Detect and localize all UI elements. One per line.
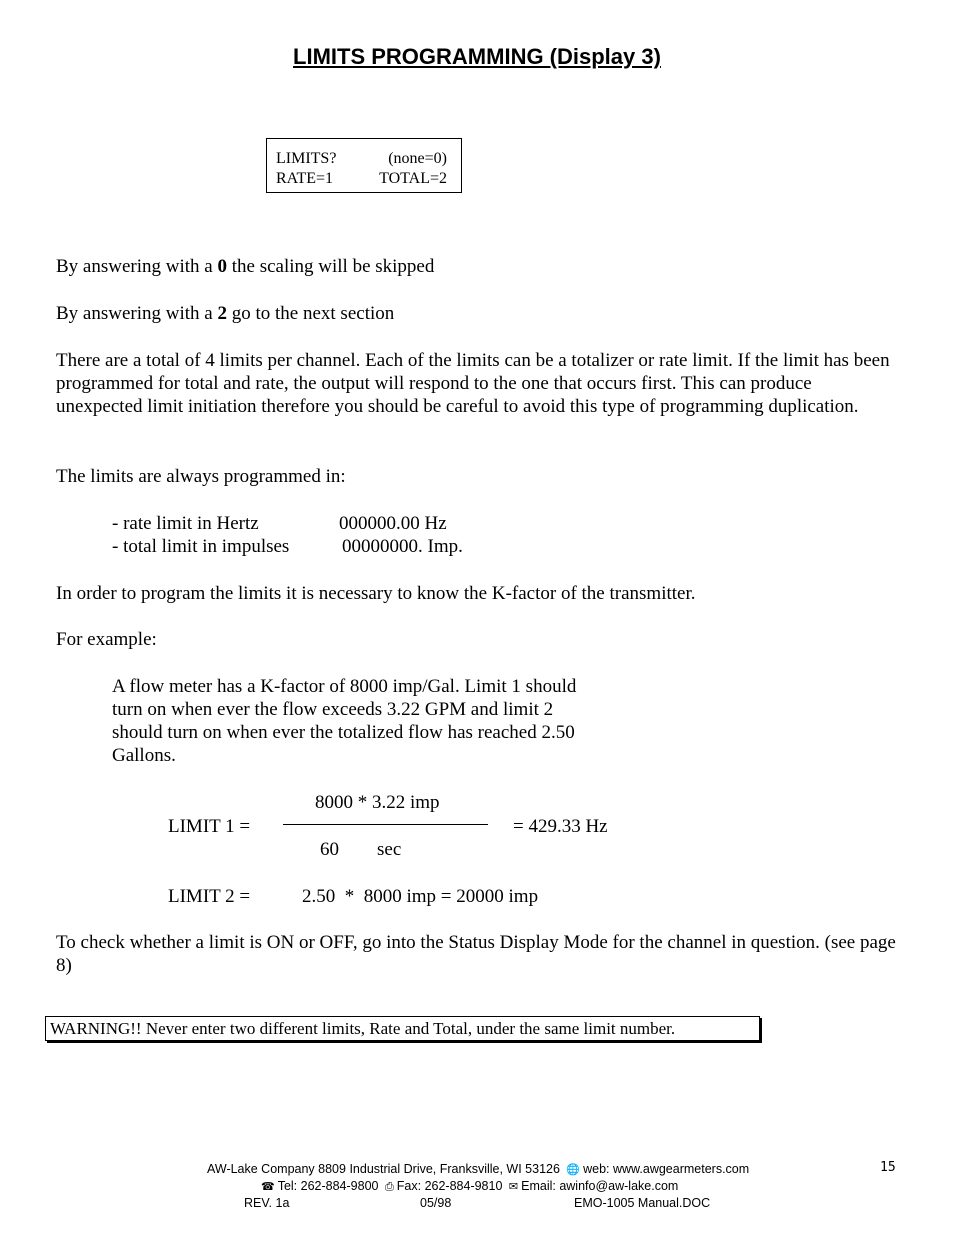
formula1-result: = 429.33 Hz [513, 816, 608, 837]
para-kfactor: In order to program the limits it is necessary to know the K-factor of the transmitter. [56, 583, 696, 604]
footer-date: 05/98 [420, 1196, 452, 1210]
list-item-total-value: 00000000. Imp. [342, 536, 463, 557]
example-line: should turn on when ever the totalized flow has reached 2.50 [112, 722, 575, 743]
display-line1-right: (none=0) [388, 150, 447, 167]
formula2-label: LIMIT 2 = [168, 886, 251, 907]
display-line2-right: TOTAL=2 [379, 170, 447, 187]
display-readout [266, 138, 462, 193]
email-icon: ✉ [508, 1181, 519, 1193]
display-line1-left: LIMITS? [276, 150, 337, 167]
para-status-check: To check whether a limit is ON or OFF, go into the Status Display Mode for the channel in question. (see page 8) [56, 932, 896, 976]
para-for-example: For example: [56, 629, 157, 650]
footer-rev: REV. 1a [244, 1196, 290, 1210]
para-answer-two-prefix: By answering with a [56, 303, 218, 324]
footer-email: Email: awinfo@aw-lake.com [521, 1179, 679, 1193]
formula1-numerator: 8000 * 3.22 imp [315, 792, 440, 813]
formula1-label: LIMIT 1 = [168, 816, 251, 837]
para-answer-zero-bold: 0 [217, 256, 227, 277]
list-item-rate-value: 000000.00 Hz [339, 513, 447, 534]
example-line: turn on when ever the flow exceeds 3.22 GPM and limit 2 [112, 699, 554, 720]
formula1-fraction-bar [283, 824, 488, 825]
footer-tel: Tel: 262-884-9800 [277, 1179, 379, 1193]
page-number: 15 [880, 1160, 896, 1175]
para-answer-two-bold: 2 [217, 303, 227, 324]
formula1-denominator: 60 sec [320, 839, 402, 860]
list-item-total-label: - total limit in impulses [112, 536, 290, 557]
display-line2-left: RATE=1 [276, 170, 334, 187]
footer-company-line [207, 1161, 749, 1178]
para-answer-two-suffix: go to the next section [226, 303, 395, 324]
footer-company: AW-Lake Company 8809 Industrial Drive, Franksville, WI 53126 [207, 1162, 560, 1176]
para-answer-two [56, 302, 394, 325]
globe-icon: 🌐 [566, 1164, 581, 1176]
phone-icon: ☎ [261, 1181, 275, 1193]
example-line: A flow meter has a K-factor of 8000 imp/Gal. Limit 1 should [112, 676, 577, 697]
list-item-rate-label: - rate limit in Hertz [112, 513, 259, 534]
para-answer-zero-suffix: the scaling will be skipped [226, 256, 435, 277]
footer-doc: EMO-1005 Manual.DOC [574, 1196, 711, 1210]
example-line: Gallons. [112, 745, 176, 766]
page-title: LIMITS PROGRAMMING (Display 3) [293, 44, 661, 69]
footer-fax: Fax: 262-884-9810 [396, 1179, 503, 1193]
para-limits-description: There are a total of 4 limits per channel. Each of the limits can be a totalizer or rate limit. If the limit has been programmed for total and rate, the output will respond to the one that occurs first. This can produce unexpected limit initiation therefore you should be careful to avoid this type of programming duplication. [56, 350, 890, 417]
footer-web: web: www.awgearmeters.com [583, 1162, 750, 1176]
para-always-programmed: The limits are always programmed in: [56, 466, 346, 487]
fax-icon: ⎙ [384, 1181, 394, 1193]
para-answer-zero-prefix: By answering with a [56, 256, 218, 277]
footer-contact-line [258, 1178, 678, 1195]
formula2-expression: 2.50 * 8000 imp = 20000 imp [302, 886, 539, 907]
para-answer-zero [56, 255, 434, 278]
warning-box: WARNING!! Never enter two different limits, Rate and Total, under the same limit number. [45, 1016, 760, 1041]
